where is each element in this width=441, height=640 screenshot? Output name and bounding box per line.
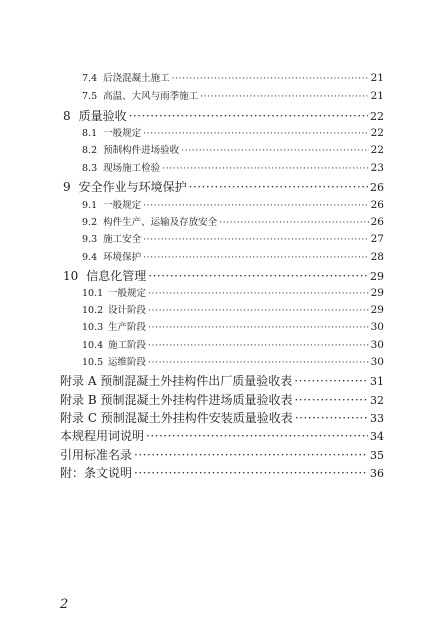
toc-entry-number: 7.4 bbox=[82, 73, 98, 84]
toc-entry-number: 8.2 bbox=[82, 145, 98, 156]
toc-entry-title: 附录 C 预制混凝土外挂构件安装质量验收表 bbox=[60, 411, 293, 425]
toc-entry-title: 引用标准名录 bbox=[60, 448, 133, 462]
toc-entry-page: 34 bbox=[370, 430, 384, 443]
dot-leader bbox=[181, 145, 369, 156]
dot-leader bbox=[172, 73, 369, 84]
toc-entry-page: 21 bbox=[370, 90, 384, 102]
dot-leader bbox=[146, 429, 368, 443]
dot-leader bbox=[148, 269, 368, 283]
toc-entry-title: 信息化管理 bbox=[86, 269, 147, 283]
toc-entry-title: 高温、大风与雨季施工 bbox=[103, 91, 199, 102]
toc-entry-title: 一般规定 bbox=[103, 200, 142, 211]
dot-leader bbox=[148, 322, 369, 333]
toc-entry[interactable] bbox=[63, 267, 384, 284]
toc-entry-page: 36 bbox=[370, 467, 384, 480]
toc-entry[interactable] bbox=[82, 214, 384, 228]
toc-entry-title: 运维阶段 bbox=[108, 357, 147, 368]
toc-entry[interactable] bbox=[82, 88, 384, 102]
toc-entry-title: 本规程用词说明 bbox=[60, 429, 145, 443]
toc-entry-title: 一般规定 bbox=[108, 288, 147, 299]
dot-leader bbox=[148, 340, 369, 351]
toc-entry-title: 安全作业与环境保护 bbox=[78, 180, 187, 194]
toc-entry-title: 施工阶段 bbox=[108, 340, 147, 351]
dot-leader bbox=[162, 163, 369, 174]
toc-entry[interactable] bbox=[82, 142, 384, 156]
toc-entry[interactable] bbox=[82, 160, 384, 174]
toc-entry[interactable] bbox=[60, 372, 384, 389]
toc-entry-page: 23 bbox=[370, 162, 384, 174]
toc-entry-number: 10.2 bbox=[82, 305, 104, 316]
toc-entry-title: 一般规定 bbox=[103, 128, 142, 139]
toc-entry-title: 设计阶段 bbox=[108, 305, 147, 316]
dot-leader bbox=[129, 109, 368, 123]
toc-entry-page: 21 bbox=[370, 72, 384, 84]
toc-entry[interactable] bbox=[60, 464, 384, 481]
toc-entry[interactable] bbox=[82, 249, 384, 263]
dot-leader bbox=[148, 305, 369, 316]
toc-entry-title: 附录 A 预制混凝土外挂构件出厂质量验收表 bbox=[60, 374, 293, 388]
dot-leader bbox=[219, 217, 369, 228]
dot-leader bbox=[200, 91, 369, 102]
toc-entry-page: 26 bbox=[370, 199, 384, 211]
toc-entry-title: 后浇混凝土施工 bbox=[103, 73, 170, 84]
dot-leader bbox=[189, 180, 368, 194]
toc-entry-page: 35 bbox=[370, 449, 384, 462]
toc-entry-page: 33 bbox=[370, 412, 384, 425]
toc-entry[interactable] bbox=[82, 302, 384, 316]
toc-entry[interactable] bbox=[82, 231, 384, 245]
toc-entry-title: 现场施工检验 bbox=[103, 163, 161, 174]
toc-entry[interactable] bbox=[82, 319, 384, 333]
toc-entry-title: 生产阶段 bbox=[108, 322, 147, 333]
toc-entry-page: 29 bbox=[370, 287, 384, 299]
toc-entry-page: 26 bbox=[370, 181, 384, 194]
toc-entry-page: 32 bbox=[370, 394, 384, 407]
toc-entry[interactable] bbox=[63, 178, 384, 195]
dot-leader bbox=[143, 128, 369, 139]
toc-entry-number: 8.3 bbox=[82, 163, 98, 174]
dot-leader bbox=[295, 411, 368, 425]
toc-entry-number: 10.3 bbox=[82, 322, 104, 333]
toc-entry[interactable] bbox=[60, 427, 384, 444]
toc-entry-page: 30 bbox=[370, 356, 384, 368]
toc-entry-number: 9.4 bbox=[82, 252, 98, 263]
toc-entry-page: 29 bbox=[370, 304, 384, 316]
toc-entry-page: 30 bbox=[370, 339, 384, 351]
toc-entry-number: 7.5 bbox=[82, 91, 98, 102]
toc-entry-number: 9.3 bbox=[82, 234, 98, 245]
toc-entry[interactable] bbox=[60, 409, 384, 426]
dot-leader bbox=[143, 200, 369, 211]
toc-entry-number: 9 bbox=[63, 180, 71, 194]
toc-entry-page: 26 bbox=[370, 216, 384, 228]
page-number: 2 bbox=[60, 597, 69, 612]
toc-entry-page: 29 bbox=[370, 270, 384, 283]
toc-entry-page: 31 bbox=[370, 375, 384, 388]
toc-entry-number: 10.4 bbox=[82, 340, 104, 351]
toc-entry-number: 8.1 bbox=[82, 128, 98, 139]
toc-entry-number: 8 bbox=[63, 109, 71, 123]
dot-leader bbox=[148, 357, 369, 368]
dot-leader bbox=[148, 288, 369, 299]
toc-entry-page: 30 bbox=[370, 321, 384, 333]
dot-leader bbox=[143, 234, 369, 245]
toc-entry-page: 22 bbox=[370, 144, 384, 156]
toc-entry-title: 附：条文说明 bbox=[60, 466, 133, 480]
toc-entry-number: 10.5 bbox=[82, 357, 104, 368]
dot-leader bbox=[134, 466, 368, 480]
dot-leader bbox=[294, 374, 368, 388]
toc-entry-page: 28 bbox=[370, 251, 384, 263]
toc-entry-title: 施工安全 bbox=[103, 234, 142, 245]
toc-entry[interactable] bbox=[60, 446, 384, 463]
toc-entry-page: 27 bbox=[370, 233, 384, 245]
toc-entry[interactable] bbox=[82, 285, 384, 299]
toc-entry-number: 10 bbox=[63, 269, 79, 283]
dot-leader bbox=[294, 393, 368, 407]
dot-leader bbox=[134, 448, 368, 462]
toc-entry-title: 环境保护 bbox=[103, 252, 142, 263]
toc-entry[interactable] bbox=[60, 391, 384, 408]
toc-entry-title: 预制构件进场验收 bbox=[103, 145, 180, 156]
toc-entry[interactable] bbox=[82, 125, 384, 139]
toc-entry-title: 构件生产、运输及存放安全 bbox=[103, 217, 218, 228]
toc-entry-title: 质量验收 bbox=[78, 109, 127, 123]
toc-entry-page: 22 bbox=[370, 110, 384, 123]
toc-entry-number: 10.1 bbox=[82, 288, 104, 299]
dot-leader bbox=[143, 252, 369, 263]
toc-entry[interactable] bbox=[82, 337, 384, 351]
toc-entry[interactable] bbox=[82, 197, 384, 211]
toc-entry-page: 22 bbox=[370, 127, 384, 139]
toc-entry-number: 9.1 bbox=[82, 200, 98, 211]
toc-entry[interactable] bbox=[82, 70, 384, 84]
toc-entry-number: 9.2 bbox=[82, 217, 98, 228]
toc-entry[interactable] bbox=[63, 107, 384, 124]
toc-entry[interactable] bbox=[82, 354, 384, 368]
toc-entry-title: 附录 B 预制混凝土外挂构件进场质量验收表 bbox=[60, 393, 293, 407]
